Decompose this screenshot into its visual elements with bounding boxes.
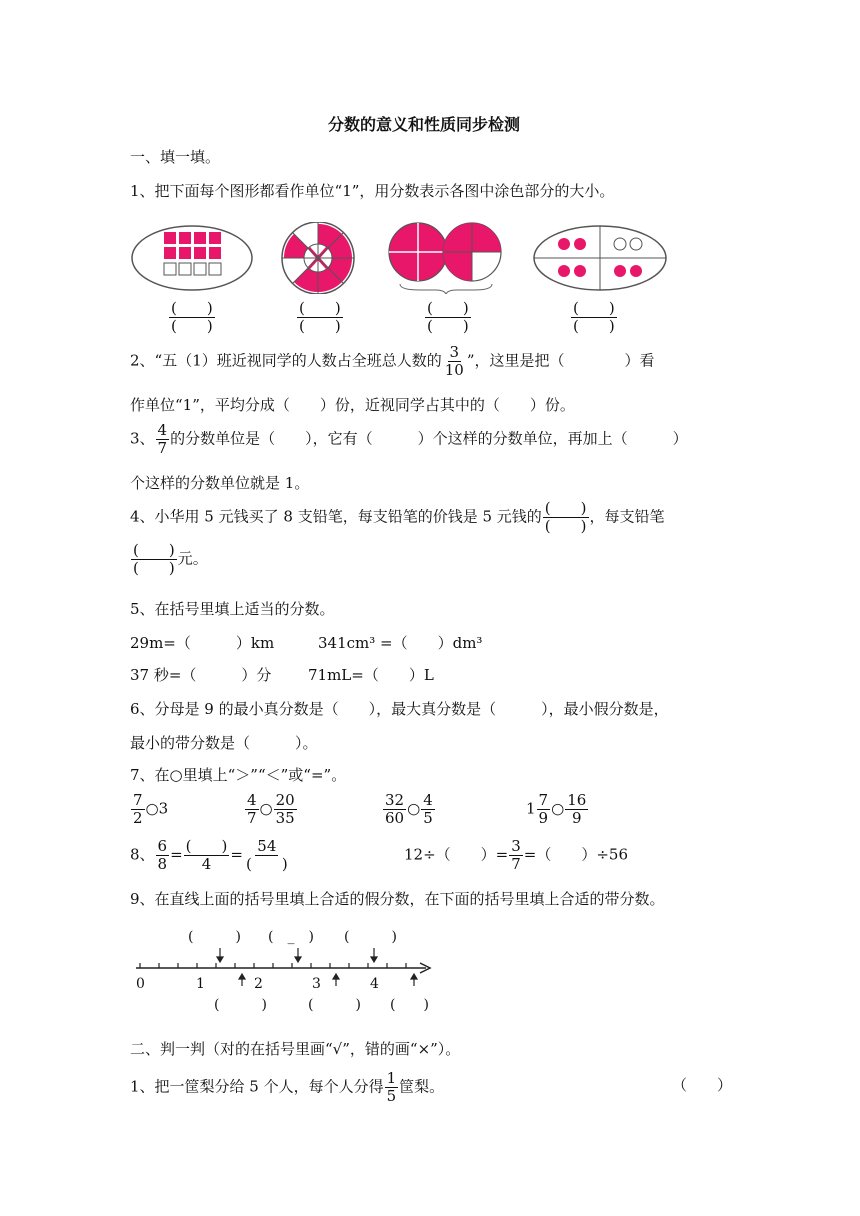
- question-8-right: 12÷（ ）= $\frac{3}{7}$ =（ ）÷56: [404, 837, 629, 873]
- question-5-text: 5、在括号里填上适当的分数。: [130, 600, 335, 618]
- compare-item-1: $\frac{7}{2}$ ○3: [133, 791, 169, 827]
- judge-answer-1[interactable]: （ ）: [672, 1076, 733, 1094]
- compare-circle[interactable]: ○: [145, 799, 159, 818]
- question-5-item-a: 29m=（ ）km: [130, 634, 275, 652]
- question-1-figures: [130, 222, 670, 294]
- number-line-bottom-blank-2[interactable]: ( ): [308, 997, 361, 1013]
- figure-oval-squares: [132, 226, 252, 290]
- tick-label-1: 1: [196, 976, 205, 992]
- question-6-line-1: 6、分母是 9 的最小真分数是（ ），最大真分数是（ ），最小假分数是，: [130, 700, 669, 718]
- q4-blank-fraction-2[interactable]: $\frac{( )}{( )}$: [133, 541, 175, 577]
- page-title: 分数的意义和性质同步检测: [328, 115, 521, 134]
- judge-item-1: 1、把一筐梨分给 5 个人，每个人分得 $\frac{1}{5}$ 筐梨。: [130, 1069, 445, 1105]
- compare-item-2: $\frac{4}{7}$ ○ $\frac{20}{35}$: [247, 791, 295, 827]
- tick-label-3: 3: [312, 976, 321, 992]
- number-line-top-blank-1[interactable]: ( ): [188, 929, 241, 945]
- number-line-bottom-blank-3[interactable]: ( ): [390, 997, 429, 1013]
- compare-item-4: 1 $\frac{7}{9}$ ○ $\frac{16}{9}$: [526, 791, 587, 827]
- figure-two-circles: [389, 223, 501, 294]
- question-5-item-c: 37 秒=（ ）分: [130, 666, 272, 684]
- question-2-line-1: 2、“五（1）班近视同学的人数占全班总人数的 $\frac{3}{10}$ ”，这里是把（ ）看: [130, 343, 655, 379]
- question-5-item-d: 71mL=（ ）L: [308, 666, 434, 684]
- tick-label-2: 2: [254, 976, 263, 992]
- q4-blank-fraction-1[interactable]: $\frac{( )}{( )}$: [544, 499, 587, 535]
- figure-ring-wheel: [282, 222, 354, 294]
- tick-label-0: 0: [136, 976, 145, 992]
- compare-circle[interactable]: ○: [407, 799, 421, 818]
- question-4-line-1: 4、小华用 5 元钱买了 8 支铅笔，每支铅笔的价钱是 5 元钱的 $\frac{( )}{( )}$ ，每支铅笔: [130, 499, 665, 535]
- compare-item-3: $\frac{32}{60}$ ○ $\frac{4}{5}$: [385, 791, 433, 827]
- number-line: [130, 944, 440, 988]
- figure-oval-dots: [534, 226, 666, 290]
- question-6-line-2: 最小的带分数是（ ）。: [130, 734, 318, 752]
- section-heading-fill: 一、填一填。: [130, 148, 221, 166]
- compare-circle[interactable]: ○: [551, 799, 565, 818]
- q8-blank-fraction-2[interactable]: $\frac{54}{( )}$: [245, 837, 288, 873]
- tick-label-4: 4: [370, 976, 379, 992]
- question-9-text: 9、在直线上面的括号里填上合适的假分数，在下面的括号里填上合适的带分数。: [130, 890, 665, 908]
- question-8-left: 8、 $\frac{6}{8}$ = $\frac{( )}{4}$ = $\frac{54}{( )}$: [130, 837, 288, 873]
- number-line-top-blank-2[interactable]: ( _ ): [268, 929, 314, 945]
- answer-fraction-3[interactable]: $\frac{( )}{( )}$: [427, 299, 469, 335]
- number-line-bottom-blank-1[interactable]: ( ): [214, 997, 267, 1013]
- question-3-line-1: 3、 $\frac{4}{7}$ 的分数单位是（ ），它有（ ）个这样的分数单位，再加上（ ）: [130, 421, 688, 457]
- question-2-line-2: 作单位“1”，平均分成（ ）份，近视同学占其中的（ ）份。: [130, 396, 575, 414]
- question-3-line-2: 个这样的分数单位就是 1。: [130, 474, 310, 492]
- question-7-text: 7、在○里填上“＞”“＜”或“=”。: [130, 766, 347, 784]
- question-1-text: 1、把下面每个图形都看作单位“1”，用分数表示各图中涂色部分的大小。: [130, 182, 615, 200]
- answer-fraction-4[interactable]: $\frac{( )}{( )}$: [573, 299, 615, 335]
- section-heading-judge: 二、判一判（对的在括号里画“√”，错的画“×”）。: [130, 1040, 461, 1058]
- compare-circle[interactable]: ○: [259, 799, 273, 818]
- answer-fraction-1[interactable]: $\frac{( )}{( )}$: [171, 299, 213, 335]
- q8-blank-fraction-1[interactable]: $\frac{( )}{4}$: [185, 837, 228, 873]
- answer-fraction-2[interactable]: $\frac{( )}{( )}$: [299, 299, 341, 335]
- question-4-line-2: $\frac{( )}{( )}$ 元。: [133, 541, 208, 577]
- question-5-item-b: 341cm³ =（ ）dm³: [318, 634, 483, 652]
- number-line-top-blank-3[interactable]: ( ): [344, 929, 397, 945]
